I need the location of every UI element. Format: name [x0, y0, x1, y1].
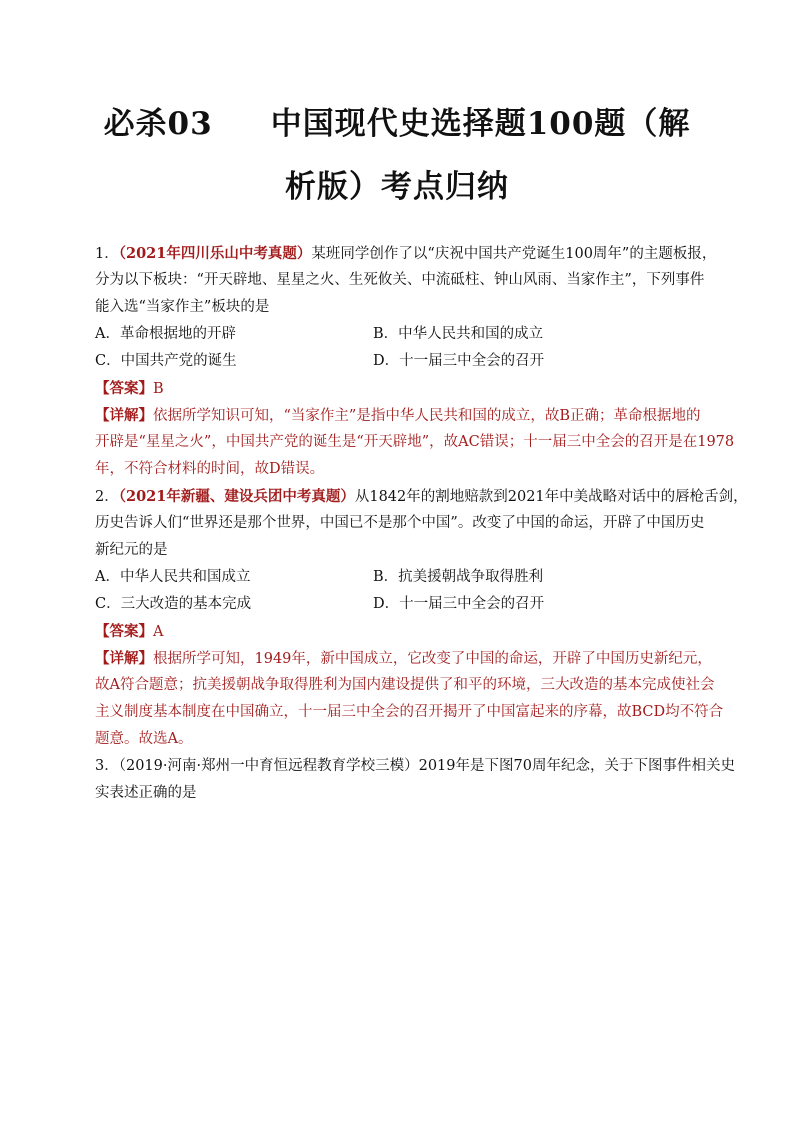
question-1-options-row1	[95, 321, 710, 348]
question-1-answer	[95, 375, 710, 402]
question-2-options-row2	[95, 591, 710, 618]
question-1-stem-line2: 分为以下板块：“开天辟地、星星之火、生死攸关、中流砥柱、钟山风雨、当家作主”，下列事件	[95, 272, 705, 288]
question-number: 2．	[95, 489, 119, 505]
question-text: （2019·河南·郑州一中育恒远程教育学校三模）2019年是下图70周年纪念，关于下图事件相关史	[118, 758, 735, 774]
detail-text: 依据所学知识可知，“当家作主”是指中华人民共和国的成立，故B正确；革命根据地的	[153, 408, 701, 424]
question-2-options-row1	[95, 564, 710, 591]
question-text: 从1842年的割地赔款到2021年中美战略对话中的唇枪舌剑，	[354, 489, 748, 505]
question-source: （2021年新疆、建设兵团中考真题）	[118, 488, 355, 505]
option-c: C．三大改造的基本完成	[95, 596, 252, 612]
question-text: 某班同学创作了以“庆祝中国共产党诞生100周年”的主题板报，	[311, 246, 717, 262]
title-prefix: 必杀03	[103, 106, 213, 142]
document-body	[95, 240, 748, 807]
answer-label: 【答案】	[95, 380, 153, 397]
question-number: 1．	[95, 246, 119, 262]
question-1-detail-line2: 开辟是“星星之火”，中国共产党的诞生是“开天辟地”，故AC错误；十一届三中全会的召开是在1978	[95, 434, 735, 450]
question-2-detail-line2: 故A符合题意；抗美援朝战争取得胜利为国内建设提供了和平的环境，三大改造的基本完成使社会	[95, 677, 715, 693]
detail-text: 根据所学可知，1949年，新中国成立，它改变了中国的命运，开辟了中国历史新纪元，	[153, 651, 712, 667]
question-1-detail-line3: 年，不符合材料的时间，故D错误。	[95, 461, 325, 477]
answer-label: 【答案】	[95, 623, 153, 640]
option-c: C．中国共产党的诞生	[95, 353, 237, 369]
detail-label: 【详解】	[95, 650, 153, 667]
question-source: （2021年四川乐山中考真题）	[118, 245, 312, 262]
option-b: B．抗美援朝战争取得胜利	[373, 569, 544, 585]
question-2-stem-line1	[95, 483, 748, 510]
option-d: D．十一届三中全会的召开	[373, 353, 545, 369]
question-1-options-row2	[95, 348, 710, 375]
question-3-stem-line2: 实表述正确的是	[95, 785, 197, 801]
question-2-stem-line2: 历史告诉人们“世界还是那个世界，中国已不是那个中国”。改变了中国的命运，开辟了中国历史	[95, 515, 705, 531]
question-3-stem-line1	[95, 753, 735, 780]
option-d: D．十一届三中全会的召开	[373, 596, 545, 612]
question-2-detail-line4: 题意。故选A。	[95, 731, 193, 747]
page-title-line2: 析版）考点归纳	[285, 169, 509, 205]
question-number: 3．	[95, 758, 119, 774]
option-b: B．中华人民共和国的成立	[373, 326, 544, 342]
question-2-detail-line1	[95, 645, 710, 672]
detail-label: 【详解】	[95, 407, 153, 424]
page-title-line1	[60, 98, 734, 143]
option-a: A．革命根据地的开辟	[95, 326, 236, 342]
title-main: 中国现代史选择题100题（解	[270, 106, 691, 142]
question-1-stem-line3: 能入选“当家作主”板块的是	[95, 299, 270, 315]
question-1-detail-line1	[95, 402, 710, 429]
question-2-stem-line3: 新纪元的是	[95, 542, 168, 558]
question-2-detail-line3: 主义制度基本制度在中国确立，十一届三中全会的召开揭开了中国富起来的序幕，故BCD均不符合	[95, 704, 724, 720]
answer-value: B	[153, 381, 164, 397]
question-2-answer	[95, 618, 710, 645]
option-a: A．中华人民共和国成立	[95, 569, 251, 585]
question-1-stem-line1	[95, 240, 717, 267]
answer-value: A	[153, 624, 164, 640]
